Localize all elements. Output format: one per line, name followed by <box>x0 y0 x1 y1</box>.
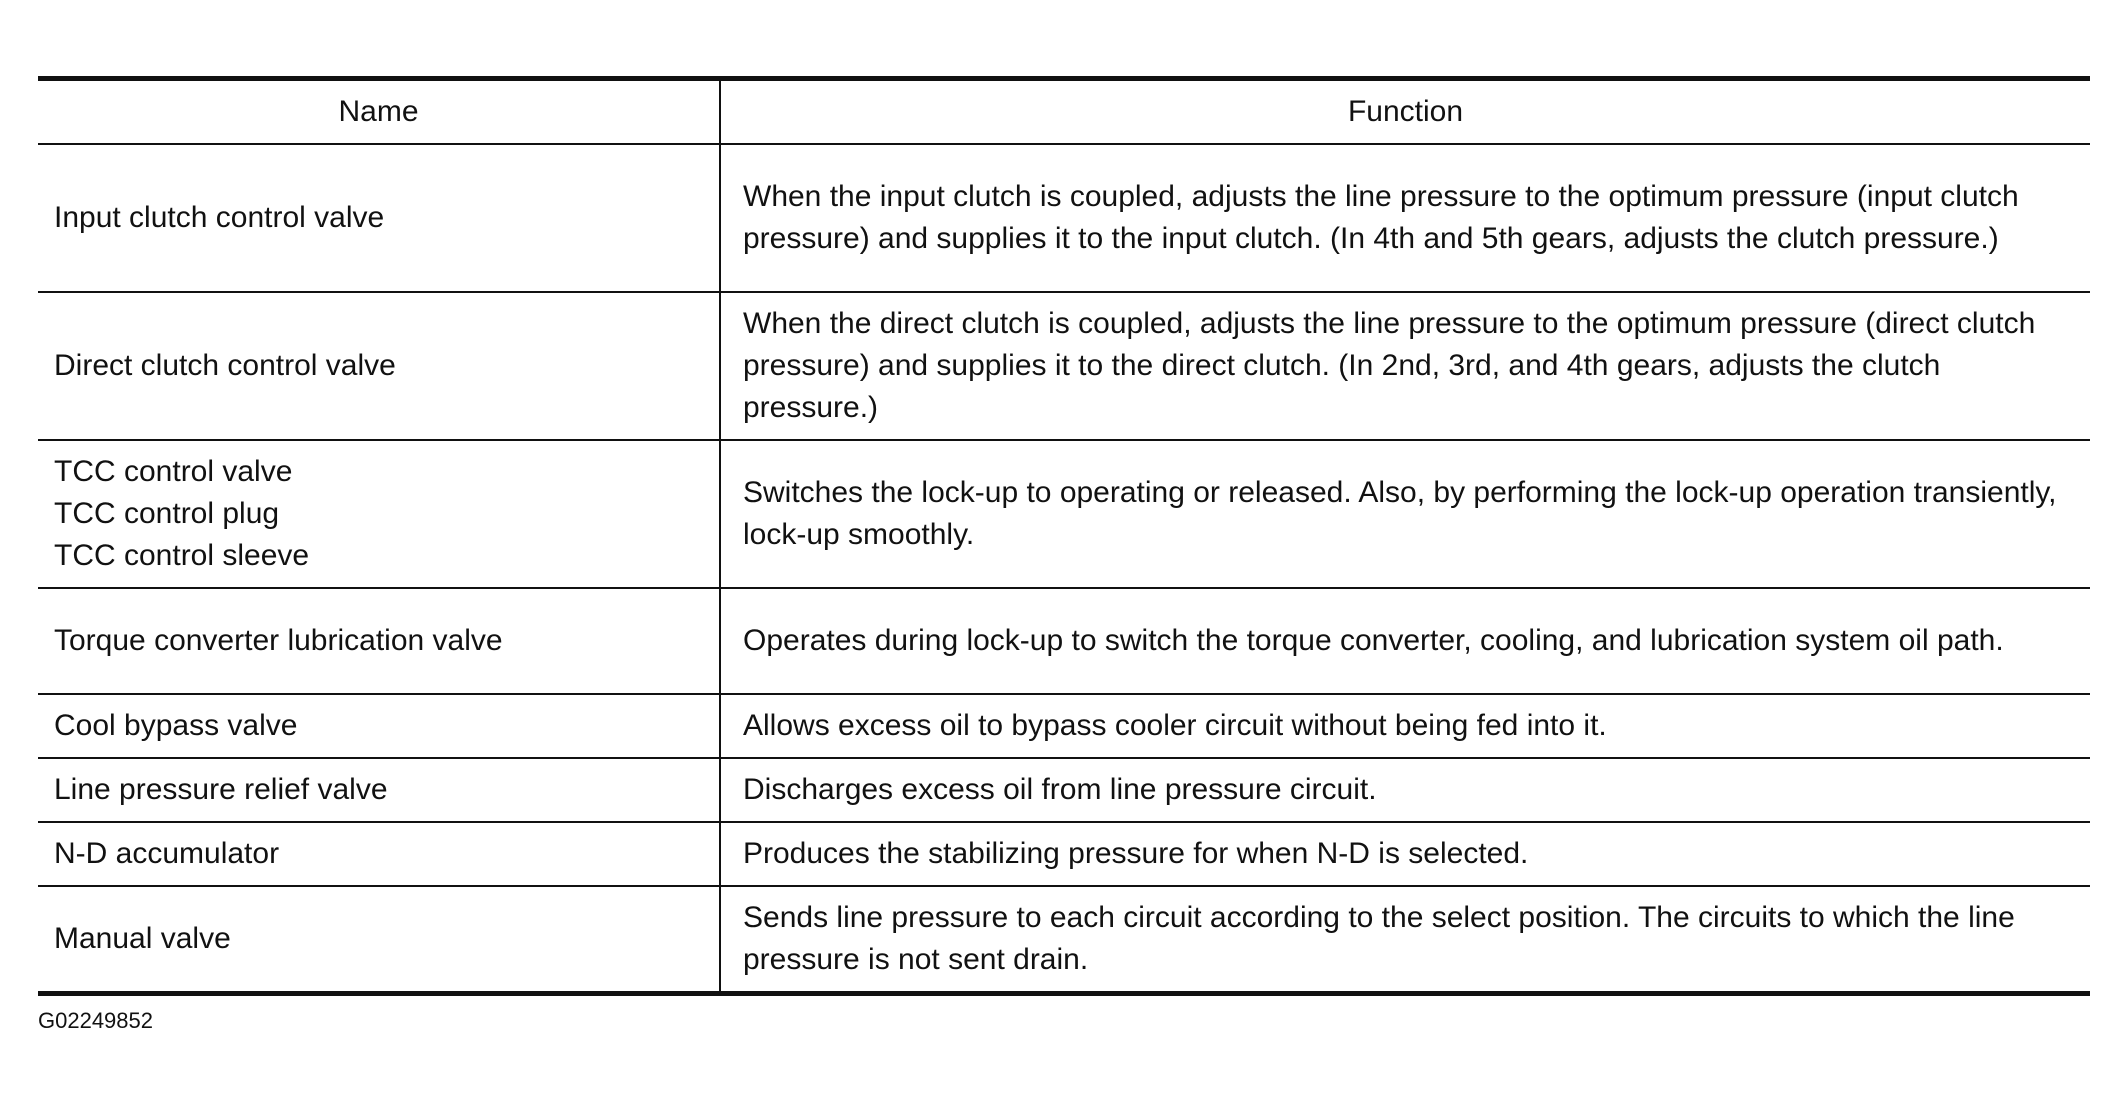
row-function: Produces the stabilizing pressure for when N-D is selected. <box>720 822 2090 886</box>
row-name-cell <box>38 758 720 822</box>
row-name: Cool bypass valve <box>54 709 298 742</box>
row-name: TCC control sleeve <box>54 539 310 572</box>
column-header-function: Function <box>720 79 2090 145</box>
row-name-cell <box>38 144 720 292</box>
table-row <box>38 694 2090 758</box>
row-name-cell <box>38 588 720 694</box>
table-row <box>38 886 2090 994</box>
row-name: Input clutch control valve <box>54 201 385 234</box>
row-name-cell <box>38 694 720 758</box>
table-row <box>38 440 2090 588</box>
row-function: When the input clutch is coupled, adjusts the line pressure to the optimum pressure (input clutch pressure) and supplies it to the input clutch. (In 4th and 5th gears, adjusts the clutch pressure.) <box>720 144 2090 292</box>
row-name: N-D accumulator <box>54 837 280 870</box>
column-header-name: Name <box>38 79 720 145</box>
row-name-cell <box>38 822 720 886</box>
table-header-row <box>38 79 2090 145</box>
figure-id: G02249852 <box>38 1008 153 1033</box>
table-row <box>38 292 2090 440</box>
row-name: Torque converter lubrication valve <box>54 624 503 657</box>
table-row <box>38 588 2090 694</box>
row-name: Line pressure relief valve <box>54 773 388 806</box>
row-function: Switches the lock-up to operating or released. Also, by performing the lock-up operation transiently, lock-up smoothly. <box>720 440 2090 588</box>
row-name: TCC control plug <box>54 497 280 530</box>
table-row <box>38 822 2090 886</box>
row-function: When the direct clutch is coupled, adjusts the line pressure to the optimum pressure (direct clutch pressure) and supplies it to the direct clutch. (In 2nd, 3rd, and 4th gears, adjusts the clutch pressure.) <box>720 292 2090 440</box>
row-name-cell <box>38 292 720 440</box>
row-function: Sends line pressure to each circuit according to the select position. The circuits to which the line pressure is not sent drain. <box>720 886 2090 994</box>
row-name-cell <box>38 886 720 994</box>
row-name: Manual valve <box>54 922 231 955</box>
row-function: Operates during lock-up to switch the torque converter, cooling, and lubrication system oil path. <box>720 588 2090 694</box>
table-row <box>38 758 2090 822</box>
row-name: Direct clutch control valve <box>54 349 396 382</box>
row-name: TCC control valve <box>54 455 293 488</box>
row-function: Allows excess oil to bypass cooler circuit without being fed into it. <box>720 694 2090 758</box>
valve-function-table <box>38 76 2090 996</box>
row-name-cell <box>38 440 720 588</box>
row-function: Discharges excess oil from line pressure circuit. <box>720 758 2090 822</box>
table-row <box>38 144 2090 292</box>
